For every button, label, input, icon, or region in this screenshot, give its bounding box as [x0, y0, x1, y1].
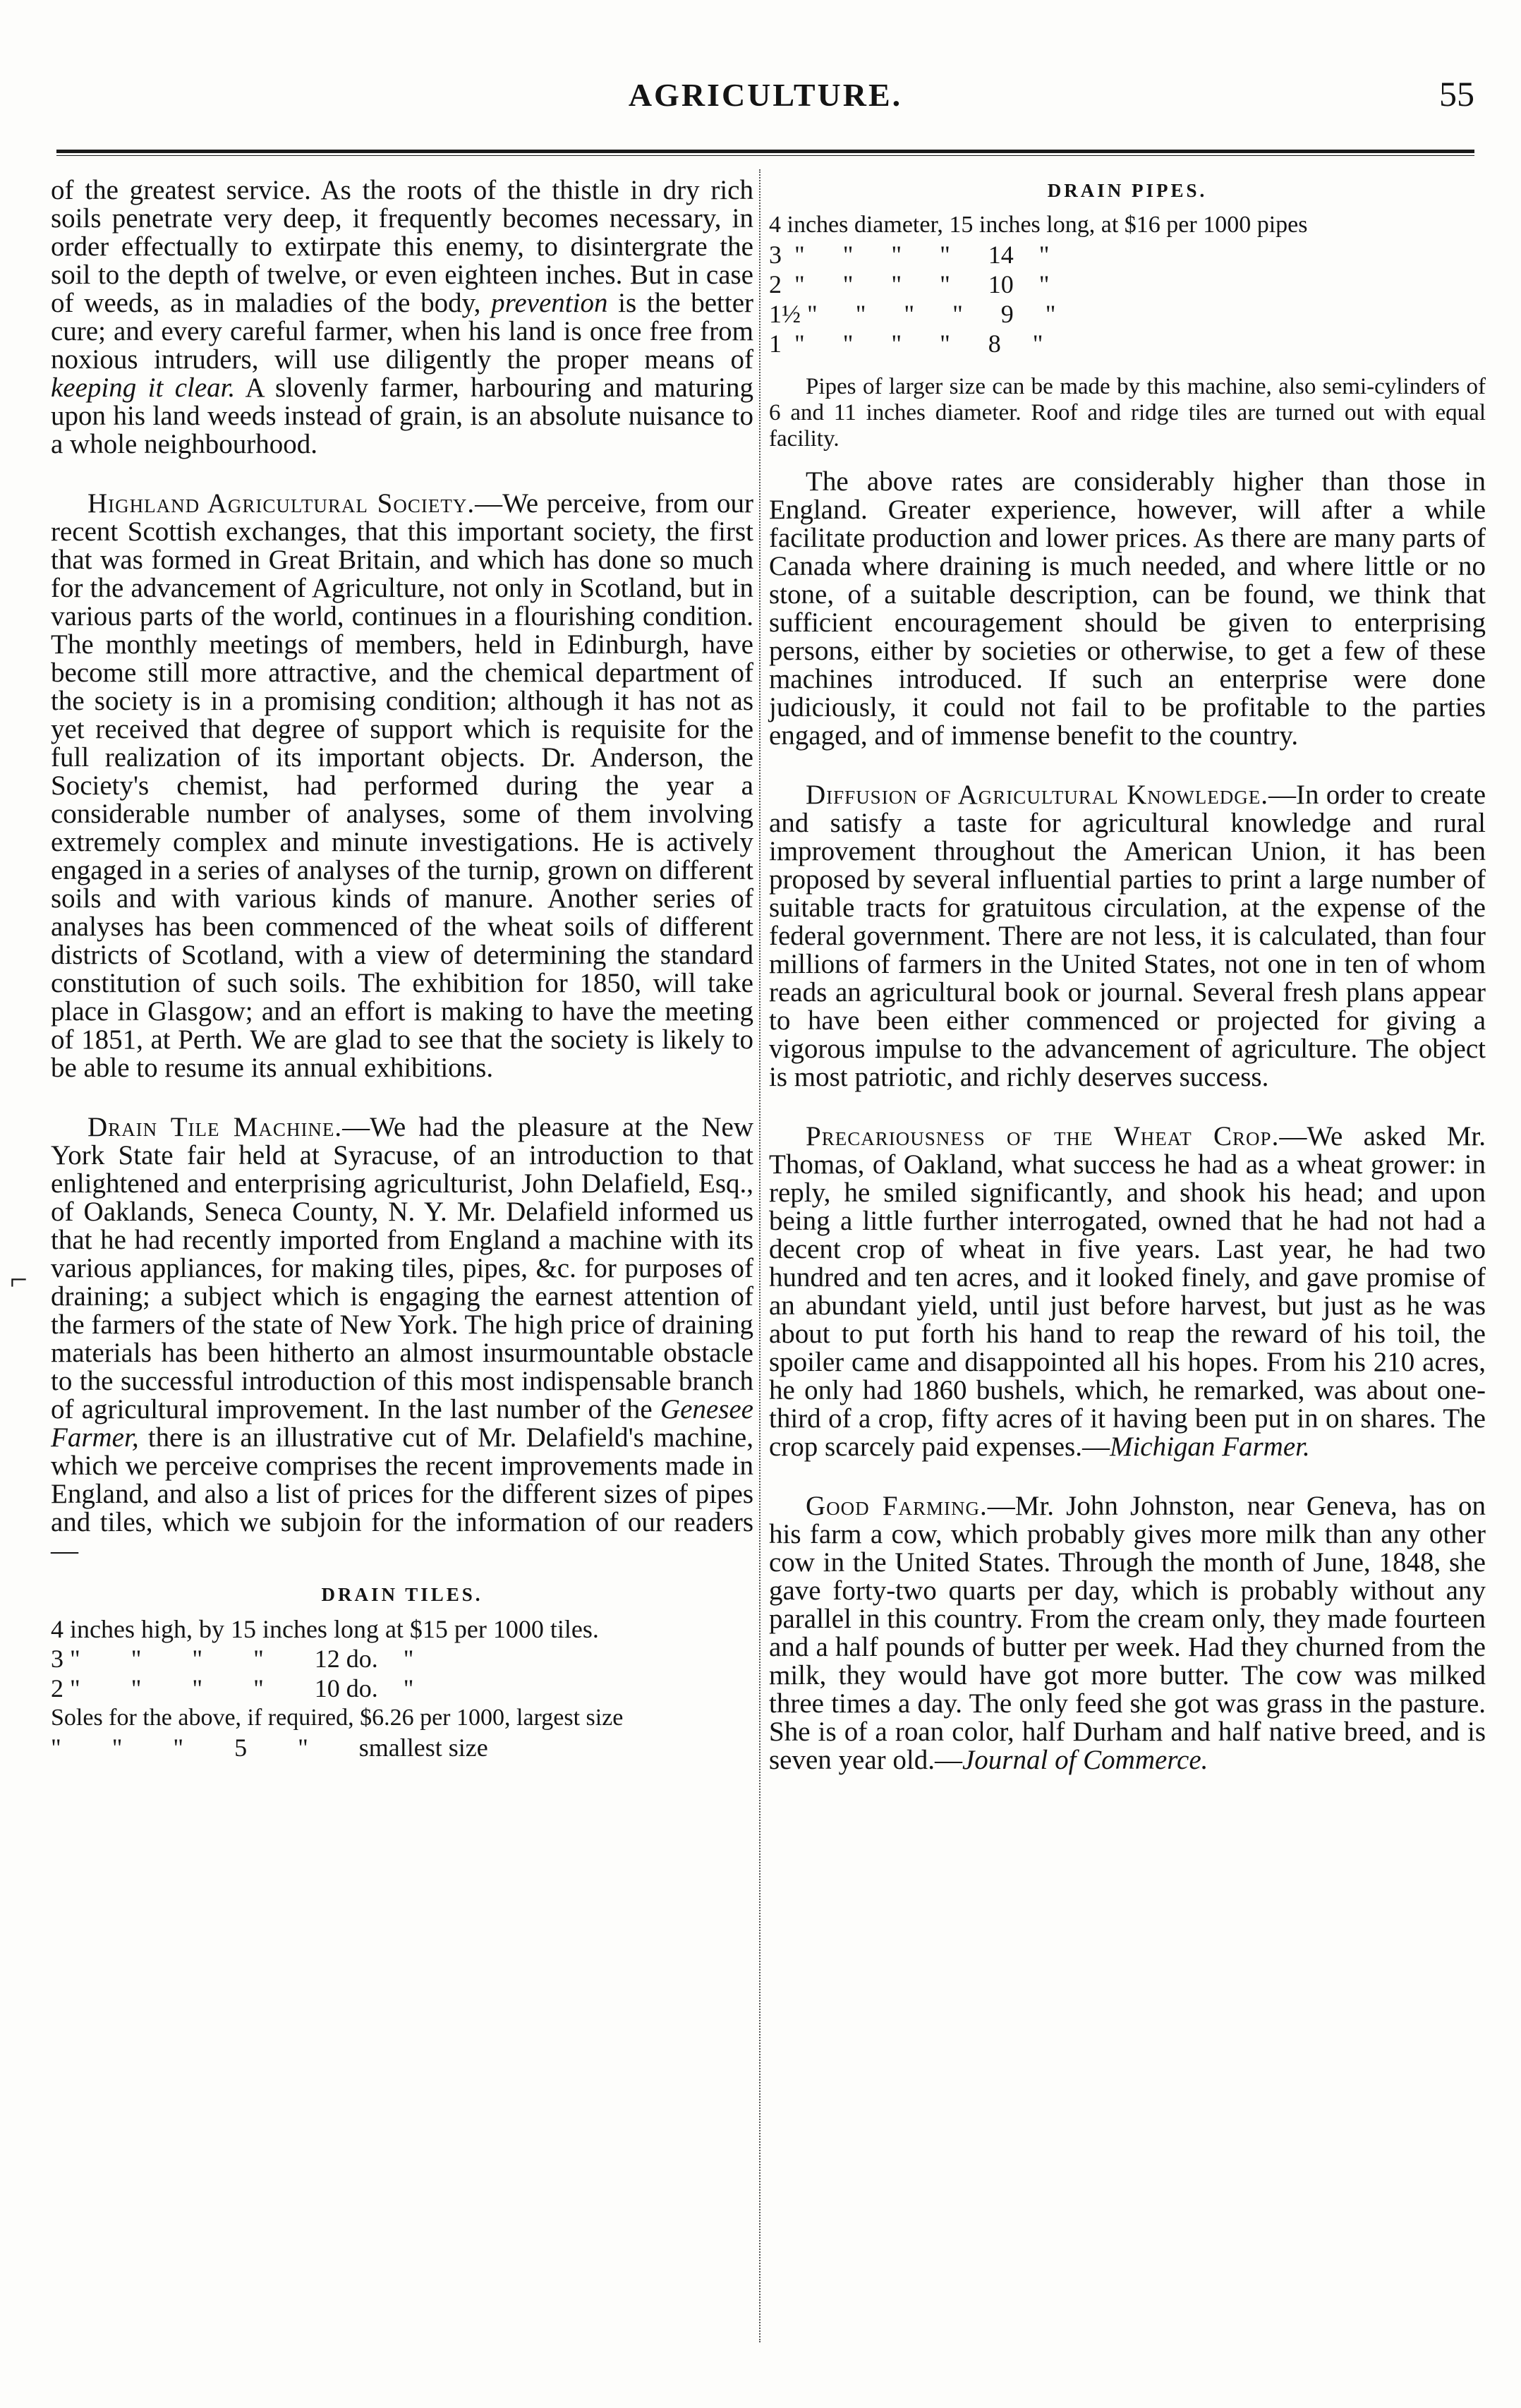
emphasis: prevention	[491, 288, 608, 318]
article-body: —Mr. John Johnston, near Geneva, has on his farm a cow, which probably gives more milk than any other cow in the United States. Through the month of June, 1848, she gave forty-two quarts per day, which is probably without any parallel in this country. From the cream only, they made fourteen and a half pounds of butter per week. Had they churned from the milk, they would have got more butter. The cow was milked three times a day. The only feed she got was grass in the pasture. She is of a roan color, half Durham and half native breed, and is seven year old.—	[769, 1491, 1486, 1775]
article-body: —We asked Mr. Thomas, of Oakland, what success he had as a wheat grower: in reply, he smiled significantly, and shook his head; and upon being a little further interrogated, owned that he had not had a decent crop of wheat in five years. Last year, he had two hundred and ten acres, and it looked finely, and gave promise of an abundant yield, until just before harvest, but just as he was about to put forth his hand to reap the reward of his toil, the spoiler came and disappointed all his hopes. From his 210 acres, he only had 1860 bushels, which, he remarked, was about one-third of a crop, fifty acres of it having been put in on shares. The crop scarcely paid expenses.—	[769, 1121, 1486, 1462]
paragraph-text: of the greatest service. As the roots of the thistle in dry rich soils penetrate very deep, it frequently becomes necessary, in order effectually to extirpate this enemy, to disintergrate the soil to the depth of twelve, or even eighteen inches. But in case of weeds, as in maladies of the body,	[51, 175, 753, 318]
article-heading: Drain Tile Machine.	[87, 1112, 343, 1142]
article-body: —We had the pleasure at the New York State fair held at Syracuse, of an introduction to that enlightened and enterprising agriculturist, John Delafield, Esq., of Oaklands, Seneca County, N. Y. Mr. Delafield informed us that he had recently imported from England a machine with its various appliances, for making tiles, pipes, &c. for purposes of draining; a subject which is engaging the earnest attention of the farmers of the state of New York. The high price of draining materials has been hitherto an almost insurmountable obstacle to the successful introduction of this most indispensable branch of agricultural improvement. In the last number of the	[51, 1112, 753, 1424]
table-row: 3 " " " " 12 do. "	[51, 1645, 414, 1673]
drain-tiles-title: DRAIN TILES.	[321, 1584, 483, 1605]
article-heading: Highland Agricultural Society.	[87, 488, 475, 519]
article-drain-tile-machine	[51, 1113, 753, 1565]
article-heading: Good Farming.	[806, 1491, 988, 1521]
table-row: 4 inches diameter, 15 inches long, at $16 per 1000 pipes	[769, 212, 1308, 238]
emphasis: Genesee Farmer,	[51, 1394, 753, 1453]
article-heading: Precariousness of the Wheat Crop.	[806, 1121, 1280, 1151]
header-rule	[56, 150, 1474, 156]
table-row: " " " 5 " smallest size	[51, 1734, 488, 1762]
drain-tiles-table	[51, 1614, 753, 1762]
left-column	[51, 176, 753, 1762]
article-good-farming	[769, 1492, 1486, 1774]
article-wheat-crop	[769, 1123, 1486, 1461]
table-row: 1½ " " " " 9 "	[769, 300, 1056, 328]
paragraph-weeds	[51, 176, 753, 459]
page-header	[56, 76, 1474, 133]
article-highland-society	[51, 490, 753, 1082]
column-divider	[759, 169, 760, 2342]
right-column	[769, 176, 1486, 1774]
article-heading: Diffusion of Agricultural Knowledge.	[806, 780, 1268, 810]
table-row: 4 inches high, by 15 inches long at $15 per 1000 tiles.	[51, 1615, 599, 1643]
paragraph-text: A slovenly farmer, harbouring and maturing upon his land weeds instead of grain, is an absolute nuisance to a whole neighbourhood.	[51, 373, 754, 459]
table-row: 2 " " " " 10 "	[769, 270, 1050, 298]
pipes-note: Pipes of larger size can be made by this machine, also semi-cylinders of 6 and 11 inches diameter. Roof and ridge tiles are turned out with equal facility.	[769, 374, 1486, 452]
paragraph-text: is the better cure; and every careful farmer, when his land is once free from noxious intruders, will use diligently the proper means of	[51, 288, 753, 375]
source-citation: Journal of Commerce.	[962, 1745, 1208, 1775]
article-body: —In order to create and satisfy a taste for agricultural knowledge and rural improvement throughout the American Union, it has been proposed by several influential parties to print a large number of suitable tracts for gratuitous circulation, at the expense of the federal government. There are not less, it is calculated, than four millions of farmers in the United States, not one in ten of whom reads an agricultural book or journal. Several fresh plans appear to have been either commenced or projected for giving a vigorous impulse to the advancement of agriculture. The object is most patriotic, and richly deserves success.	[769, 780, 1486, 1092]
page-number: 55	[1439, 74, 1474, 114]
table-row: Soles for the above, if required, $6.26 per 1000, largest size	[51, 1705, 624, 1731]
emphasis: keeping it clear.	[51, 373, 236, 403]
drain-pipes-table	[769, 210, 1486, 358]
source-citation: Michigan Farmer.	[1109, 1432, 1310, 1462]
table-row: 1 " " " " 8 "	[769, 329, 1043, 358]
margin-mark: ⌐	[10, 1262, 28, 1297]
article-body: there is an illustrative cut of Mr. Delafield's machine, which we perceive comprises the recent improvements made in England, and also a list of prices for the different sizes of pipes and tiles, which we subjoin for the information of our readers—	[51, 1422, 753, 1566]
article-body: —We perceive, from our recent Scottish exchanges, that this important society, the first that was formed in Great Britain, and which has done so much for the advancement of Agriculture, not only in Scotland, but in various parts of the world, continues in a flourishing condition. The monthly meetings of members, held in Edinburgh, have become still more attractive, and the chemical department of the society is in a promising condition; although it has not as yet received that degree of support which is requisite for the full realization of its important objects. Dr. Anderson, the Society's chemist, had performed during the year a considerable number of analyses, some of them involving extremely complex and minute investigations. He is actively engaged in a series of analyses of the turnip, grown on different soils and with various kinds of manure. Another series of analyses has been commenced of the wheat soils of different districts of Scotland, with a view of determining the standard constitution of such soils. The exhibition for 1850, will take place in Glasgow; and an effort is making to have the meeting of 1851, at Perth. We are glad to see that the society is likely to be able to resume its annual exhibitions.	[51, 488, 753, 1083]
running-title: AGRICULTURE.	[628, 77, 903, 113]
table-row: 3 " " " " 14 "	[769, 241, 1050, 269]
paragraph-rates: The above rates are considerably higher than those in England. Greater experience, however, will after a while facilitate production and lower prices. As there are many parts of Canada where draining is much needed, and where little or no stone, of a suitable description, can be found, we think that sufficient encouragement should be given to enterprising persons, either by societies or otherwise, to get a few of these machines introduced. If such an enterprise were done judiciously, it could not fail to be profitable to the parties engaged, and of immense benefit to the country.	[769, 466, 1486, 751]
table-row: 2 " " " " 10 do. "	[51, 1674, 414, 1702]
drain-pipes-title: DRAIN PIPES.	[1047, 180, 1208, 201]
article-diffusion-knowledge	[769, 781, 1486, 1091]
